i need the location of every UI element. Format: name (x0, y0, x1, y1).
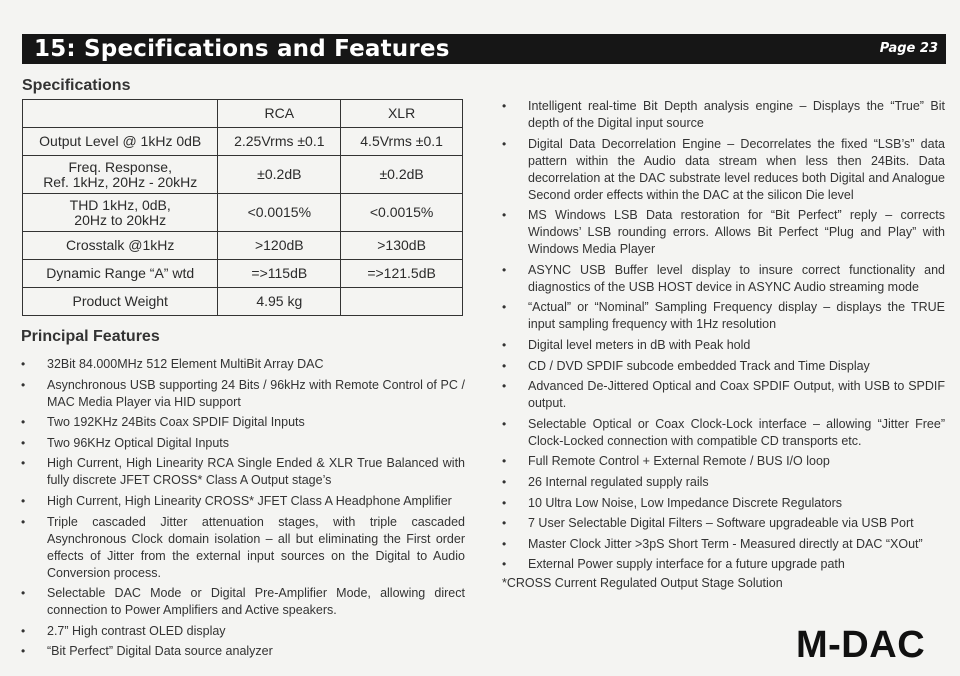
spec-parameter: THD 1kHz, 0dB, 20Hz to 20kHz (23, 194, 218, 232)
list-item (21, 414, 465, 431)
feature-text: High Current, High Linearity RCA Single Ended & XLR True Balanced with fully discrete JFET CROSS* Class A Output stage’s (47, 456, 465, 488)
bullet-icon: • (21, 456, 26, 471)
bullet-icon: • (502, 337, 507, 352)
spec-parameter: Product Weight (23, 288, 218, 316)
list-item (502, 515, 945, 532)
list-item (502, 358, 945, 375)
bullet-icon: • (21, 415, 26, 430)
spec-value: 4.5Vrms ±0.1 (341, 128, 463, 156)
bullet-icon: • (21, 644, 26, 659)
list-item (502, 262, 945, 296)
feature-text: Digital Data Decorrelation Engine – Decorrelates the fixed “LSB’s” data pattern within the Audio data stream when less then 24Bits. Data decorrelation at the DAC substrate level reduces both Digital and Analogue Second order effects within the DAC at the silicon Die level (528, 136, 945, 202)
list-item (502, 453, 945, 470)
features-list-left (21, 356, 465, 664)
spec-row (23, 194, 463, 232)
feature-text: 32Bit 84.000MHz 512 Element MultiBit Array DAC (47, 357, 324, 371)
bullet-icon: • (21, 493, 26, 508)
spec-value: 2.25Vrms ±0.1 (218, 128, 341, 156)
list-item (21, 455, 465, 489)
bullet-icon: • (21, 514, 26, 529)
spec-header-row (23, 100, 463, 128)
list-item (21, 514, 465, 582)
list-item (21, 643, 465, 660)
bullet-icon: • (502, 474, 507, 489)
section-header (22, 34, 946, 64)
spec-value: <0.0015% (218, 194, 341, 232)
bullet-icon: • (502, 495, 507, 510)
bullet-icon: • (502, 416, 507, 431)
spec-row (23, 128, 463, 156)
spec-value: <0.0015% (341, 194, 463, 232)
bullet-icon: • (502, 536, 507, 551)
bullet-icon: • (21, 586, 26, 601)
bullet-icon: • (502, 262, 507, 277)
spec-value: =>115dB (218, 260, 341, 288)
spec-column-header: XLR (341, 100, 463, 128)
product-logo: M-DAC (796, 624, 926, 666)
list-item (502, 337, 945, 354)
list-item (502, 416, 945, 450)
specifications-table (22, 99, 463, 316)
feature-text: Selectable DAC Mode or Digital Pre-Amplifier Mode, allowing direct connection to Power Amplifiers and Active speakers. (47, 586, 465, 618)
spec-value: >120dB (218, 232, 341, 260)
spec-row (23, 232, 463, 260)
feature-text: MS Windows LSB Data restoration for “Bit Perfect” reply – corrects Windows’ LSB rounding errors. Allows Bit Perfect “Plug and Play” with Windows Media Player (528, 208, 945, 257)
spec-value: ±0.2dB (341, 156, 463, 194)
principal-features-heading: Principal Features (21, 328, 160, 345)
features-list-right (502, 98, 945, 577)
bullet-icon: • (502, 208, 507, 223)
spec-value: ±0.2dB (218, 156, 341, 194)
feature-text: Digital level meters in dB with Peak hold (528, 337, 751, 352)
feature-text: Triple cascaded Jitter attenuation stages, with triple cascaded Asynchronous Clock domain isolation – all but eliminating the First order effects of Jitter from the external input sources on the Digital to Audio Conversion process. (47, 514, 465, 580)
feature-text: High Current, High Linearity CROSS* JFET Class A Headphone Amplifier (47, 493, 452, 508)
feature-text: ASYNC USB Buffer level display to insure correct functionality and diagnostics of the USB HOST device in ASYNC Audio streaming mode (528, 262, 945, 294)
page-number: Page 23 (879, 41, 938, 56)
feature-text: Full Remote Control + External Remote / BUS I/O loop (528, 454, 830, 469)
specifications-heading: Specifications (22, 77, 131, 94)
list-item (502, 136, 945, 204)
feature-text: 2.7” High contrast OLED display (47, 623, 226, 638)
list-item (21, 377, 465, 411)
spec-value: =>121.5dB (341, 260, 463, 288)
feature-text: External Power supply interface for a future upgrade path (528, 557, 845, 572)
bullet-icon: • (502, 300, 507, 315)
feature-text: 26 Internal regulated supply rails (528, 474, 709, 489)
bullet-icon: • (502, 454, 507, 469)
bullet-icon: • (502, 557, 507, 572)
list-item (502, 98, 945, 132)
list-item (502, 299, 945, 333)
spec-row (23, 260, 463, 288)
bullet-icon: • (502, 516, 507, 531)
spec-parameter: Freq. Response, Ref. 1kHz, 20Hz - 20kHz (23, 156, 218, 194)
spec-column-header (23, 100, 218, 128)
list-item (21, 623, 465, 640)
section-title: 15: Specifications and Features (34, 36, 450, 62)
cross-footnote: *CROSS Current Regulated Output Stage Solution (502, 576, 783, 590)
bullet-icon: • (502, 136, 507, 151)
list-item (502, 474, 945, 491)
spec-column-header: RCA (218, 100, 341, 128)
spec-value: >130dB (341, 232, 463, 260)
list-item (502, 378, 945, 412)
bullet-icon: • (502, 99, 507, 113)
list-item (502, 556, 945, 573)
list-item (21, 435, 465, 452)
feature-text: “Actual” or “Nominal” Sampling Frequency display – displays the TRUE input sampling frequency with 1Hz resolution (528, 300, 945, 332)
list-item (21, 356, 465, 373)
spec-value: 4.95 kg (218, 288, 341, 316)
spec-parameter: Output Level @ 1kHz 0dB (23, 128, 218, 156)
list-item (502, 207, 945, 258)
feature-text: 10 Ultra Low Noise, Low Impedance Discrete Regulators (528, 495, 843, 510)
spec-parameter: Dynamic Range “A” wtd (23, 260, 218, 288)
bullet-icon: • (21, 623, 26, 638)
bullet-icon: • (21, 357, 26, 371)
feature-text: CD / DVD SPDIF subcode embedded Track and Time Display (528, 358, 870, 373)
feature-text: Advanced De-Jittered Optical and Coax SPDIF Output, with USB to SPDIF output. (528, 379, 945, 411)
feature-text: Master Clock Jitter >3pS Short Term - Measured directly at DAC “XOut” (528, 536, 923, 551)
bullet-icon: • (21, 435, 26, 450)
list-item (502, 495, 945, 512)
feature-text: Two 96KHz Optical Digital Inputs (47, 435, 230, 450)
feature-text: Selectable Optical or Coax Clock-Lock interface – allowing “Jitter Free” Clock-Locked connection with compatible CD transports etc. (528, 416, 945, 448)
spec-row (23, 156, 463, 194)
list-item (21, 585, 465, 619)
bullet-icon: • (502, 358, 507, 373)
feature-text: 7 User Selectable Digital Filters – Software upgradeable via USB Port (528, 516, 914, 531)
bullet-icon: • (21, 377, 26, 392)
feature-text: “Bit Perfect” Digital Data source analyzer (47, 644, 273, 659)
feature-text: Two 192KHz 24Bits Coax SPDIF Digital Inputs (47, 415, 305, 430)
feature-text: Asynchronous USB supporting 24 Bits / 96kHz with Remote Control of PC / MAC Media Player via HID support (47, 377, 465, 409)
list-item (502, 536, 945, 553)
spec-row (23, 288, 463, 316)
list-item (21, 493, 465, 510)
bullet-icon: • (502, 379, 507, 394)
spec-value (341, 288, 463, 316)
spec-parameter: Crosstalk @1kHz (23, 232, 218, 260)
feature-text: Intelligent real-time Bit Depth analysis engine – Displays the “True” Bit depth of the Digital input source (528, 99, 945, 130)
